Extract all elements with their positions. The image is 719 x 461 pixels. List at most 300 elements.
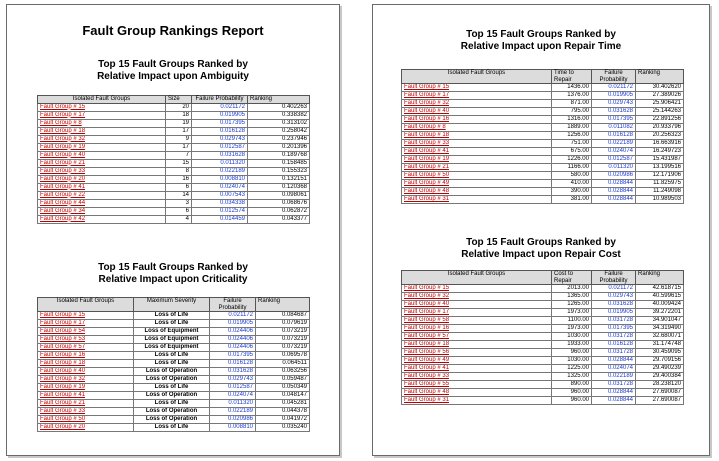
cell-value: 795.00 (552, 108, 592, 116)
cell-rank: 0.237946 (248, 135, 310, 143)
cell-prob: 0.011320 (192, 159, 248, 167)
cell-prob: 0.021172 (210, 312, 256, 320)
fault-group-link[interactable]: Fault Group # 20 (38, 424, 134, 432)
cell-prob: 0.007543 (192, 191, 248, 199)
cell-rank: 0.073219 (256, 344, 310, 352)
cell-value: 1100.00 (552, 317, 592, 325)
cell-rank: 20.933796 (636, 124, 684, 132)
cell-value: 960.00 (552, 389, 592, 397)
fault-group-link[interactable]: Fault Group # 41 (38, 392, 134, 400)
fault-group-link[interactable]: Fault Group # 33 (38, 167, 166, 175)
col-header-rank: Ranking (248, 96, 310, 104)
fault-group-link[interactable]: Fault Group # 41 (38, 183, 166, 191)
fault-group-link[interactable]: Fault Group # 57 (38, 344, 134, 352)
cell-prob: 0.028844 (592, 389, 636, 397)
fault-group-link[interactable]: Fault Group # 49 (402, 357, 552, 365)
table-row (402, 309, 684, 317)
cell-rank: 0.079619 (256, 320, 310, 328)
table-row (402, 325, 684, 333)
cell-prob: 0.011320 (592, 164, 636, 172)
fault-group-link[interactable]: Fault Group # 18 (38, 360, 134, 368)
cell-prob: 0.019905 (592, 92, 636, 100)
cell-prob: 0.021172 (592, 285, 636, 293)
fault-group-link[interactable]: Fault Group # 48 (402, 389, 552, 397)
fault-group-link[interactable]: Fault Group # 21 (402, 164, 552, 172)
cell-prob: 0.016128 (592, 341, 636, 349)
fault-group-link[interactable]: Fault Group # 44 (38, 199, 166, 207)
col-header-group: Isolated Fault Groups (38, 96, 166, 104)
cell-prob: 0.022189 (192, 167, 248, 175)
cell-prob: 0.019905 (192, 111, 248, 119)
fault-group-link[interactable]: Fault Group # 49 (402, 180, 552, 188)
cell-size: 16 (166, 175, 192, 183)
table-row (402, 140, 684, 148)
cell-severity: Loss of Equipment (134, 336, 210, 344)
cell-rank: 15.431987 (636, 156, 684, 164)
cell-value: 580.00 (552, 172, 592, 180)
fault-group-link[interactable]: Fault Group # 33 (38, 408, 134, 416)
col-header-prob: Failure Probability (592, 70, 636, 84)
fault-group-link[interactable]: Fault Group # 32 (38, 135, 166, 143)
cell-prob: 0.024074 (192, 183, 248, 191)
fault-group-link[interactable]: Fault Group # 18 (38, 127, 166, 135)
fault-group-link[interactable]: Fault Group # 16 (402, 325, 552, 333)
repair-time-title-line2: Relative Impact upon Repair Time (460, 41, 622, 52)
table-row (38, 111, 310, 119)
table-row (38, 328, 310, 336)
cell-value: 1973.00 (552, 325, 592, 333)
table-row (402, 100, 684, 108)
cell-prob: 0.024406 (210, 328, 256, 336)
fault-group-link[interactable]: Fault Group # 21 (38, 159, 166, 167)
report-title: Fault Group Rankings Report (82, 23, 264, 38)
cell-rank: 0.338382 (248, 111, 310, 119)
cell-size: 4 (166, 215, 192, 223)
table-header-row (38, 298, 310, 312)
cell-prob: 0.008810 (210, 424, 256, 432)
table-row (38, 127, 310, 135)
fault-group-link[interactable]: Fault Group # 57 (402, 333, 552, 341)
cell-prob: 0.029743 (192, 135, 248, 143)
table-row (38, 143, 310, 151)
fault-group-link[interactable]: Fault Group # 22 (38, 191, 166, 199)
cell-prob: 0.017395 (192, 119, 248, 127)
table-row (402, 172, 684, 180)
cell-value: 1436.00 (552, 84, 592, 92)
cell-prob: 0.016128 (192, 127, 248, 135)
table-row (38, 376, 310, 384)
cell-rank: 12.171906 (636, 172, 684, 180)
fault-group-link[interactable]: Fault Group # 21 (38, 400, 134, 408)
report-page-right (372, 4, 710, 456)
cell-rank: 0.098061 (248, 191, 310, 199)
cell-value: 871.00 (552, 100, 592, 108)
fault-group-link[interactable]: Fault Group # 15 (38, 103, 166, 111)
cell-size: 9 (166, 135, 192, 143)
cell-prob: 0.019905 (592, 309, 636, 317)
cell-size: 8 (166, 167, 192, 175)
col-header-prob: Failure Probability (210, 298, 256, 312)
fault-group-link[interactable]: Fault Group # 8 (38, 119, 166, 127)
col-header-rank: Ranking (636, 271, 684, 285)
table-row (38, 151, 310, 159)
fault-group-link[interactable]: Fault Group # 8 (402, 124, 552, 132)
col-header-group: Isolated Fault Groups (402, 70, 552, 84)
fault-group-link[interactable]: Fault Group # 15 (402, 285, 552, 293)
cell-value: 1166.00 (552, 164, 592, 172)
cell-value: 1030.00 (552, 357, 592, 365)
cell-value: 1265.00 (552, 301, 592, 309)
cell-severity: Loss of Life (134, 320, 210, 328)
fault-group-link[interactable]: Fault Group # 18 (402, 132, 552, 140)
table-row (402, 397, 684, 405)
table-row (402, 124, 684, 132)
cell-prob: 0.012587 (592, 156, 636, 164)
table-row (402, 92, 684, 100)
cell-value: 1030.00 (552, 333, 592, 341)
col-header-prob: Failure Probability (592, 271, 636, 285)
cell-rank: 34.319490 (636, 325, 684, 333)
cell-prob: 0.017395 (210, 352, 256, 360)
cell-rank: 28.238120 (636, 381, 684, 389)
cell-rank: 0.043377 (248, 215, 310, 223)
cell-prob: 0.024074 (592, 148, 636, 156)
fault-group-link[interactable]: Fault Group # 16 (402, 116, 552, 124)
cell-rank: 30.459095 (636, 349, 684, 357)
table-row (402, 188, 684, 196)
cell-prob: 0.034338 (192, 199, 248, 207)
table-row (38, 207, 310, 215)
cell-rank: 0.048147 (256, 392, 310, 400)
cell-rank: 20.256323 (636, 132, 684, 140)
cell-prob: 0.012587 (210, 384, 256, 392)
cell-prob: 0.024406 (210, 344, 256, 352)
table-row (38, 312, 310, 320)
table-row (402, 293, 684, 301)
cell-prob: 0.029743 (210, 376, 256, 384)
cell-prob: 0.031628 (210, 368, 256, 376)
cell-severity: Loss of Life (134, 360, 210, 368)
cell-rank: 0.050349 (256, 384, 310, 392)
cell-severity: Loss of Life (134, 400, 210, 408)
table-row (402, 389, 684, 397)
table-header-row (38, 96, 310, 104)
cell-prob: 0.028844 (592, 188, 636, 196)
cell-rank: 0.045281 (256, 400, 310, 408)
cell-value: 1365.00 (552, 293, 592, 301)
cell-prob: 0.022189 (210, 408, 256, 416)
cell-rank: 34.901047 (636, 317, 684, 325)
fault-group-link[interactable]: Fault Group # 41 (402, 365, 552, 373)
cell-rank: 13.199516 (636, 164, 684, 172)
table-row (38, 392, 310, 400)
col-header-rank: Ranking (636, 70, 684, 84)
ambiguity-title-line2: Relative Impact upon Ambiguity (97, 71, 249, 82)
fault-group-link[interactable]: Fault Group # 19 (38, 143, 166, 151)
cell-prob: 0.012587 (192, 143, 248, 151)
ambiguity-title-line1: Top 15 Fault Groups Ranked by (98, 59, 248, 70)
fault-group-link[interactable]: Fault Group # 40 (402, 108, 552, 116)
cell-size: 7 (166, 151, 192, 159)
cell-severity: Loss of Operation (134, 376, 210, 384)
cell-size: 17 (166, 143, 192, 151)
table-row (38, 344, 310, 352)
cell-rank: 0.044378 (256, 408, 310, 416)
cell-prob: 0.014459 (192, 215, 248, 223)
cell-value: 390.00 (552, 188, 592, 196)
cell-size: 20 (166, 103, 192, 111)
cell-rank: 0.063256 (256, 368, 310, 376)
criticality-title-line1: Top 15 Fault Groups Ranked by (98, 262, 248, 273)
table-row (38, 183, 310, 191)
table-row (38, 336, 310, 344)
cell-rank: 0.068676 (248, 199, 310, 207)
fault-group-link[interactable]: Fault Group # 17 (38, 111, 166, 119)
table-row (38, 360, 310, 368)
criticality-section-title (7, 262, 339, 286)
cell-rank: 0.069578 (256, 352, 310, 360)
cell-value: 1256.00 (552, 132, 592, 140)
cell-size: 14 (166, 191, 192, 199)
cell-severity: Loss of Equipment (134, 344, 210, 352)
cell-rank: 0.313102 (248, 119, 310, 127)
table-row (38, 416, 310, 424)
cell-prob: 0.031728 (592, 317, 636, 325)
cell-prob: 0.019905 (210, 320, 256, 328)
cell-severity: Loss of Operation (134, 392, 210, 400)
ambiguity-table (37, 95, 310, 224)
cell-value: 1225.00 (552, 365, 592, 373)
repair-cost-section-title (373, 237, 709, 261)
cell-rank: 0.155323 (248, 167, 310, 175)
cell-prob: 0.031628 (592, 108, 636, 116)
cell-prob: 0.024074 (592, 365, 636, 373)
fault-group-link[interactable]: Fault Group # 33 (402, 140, 552, 148)
table-row (38, 175, 310, 183)
cell-value: 890.00 (552, 381, 592, 389)
cell-size: 19 (166, 119, 192, 127)
fault-group-link[interactable]: Fault Group # 19 (38, 384, 134, 392)
cell-rank: 40.599615 (636, 293, 684, 301)
cell-prob: 0.011320 (210, 400, 256, 408)
cell-severity: Loss of Life (134, 424, 210, 432)
fault-group-link[interactable]: Fault Group # 18 (402, 341, 552, 349)
cell-prob: 0.021172 (592, 84, 636, 92)
cell-value: 960.00 (552, 397, 592, 405)
table-row (38, 167, 310, 175)
cell-rank: 11.249098 (636, 188, 684, 196)
cell-prob: 0.031728 (592, 381, 636, 389)
col-header-group: Isolated Fault Groups (402, 271, 552, 285)
table-row (402, 285, 684, 293)
table-row (38, 368, 310, 376)
cell-prob: 0.031628 (592, 301, 636, 309)
table-row (402, 148, 684, 156)
cell-rank: 0.132151 (248, 175, 310, 183)
cell-prob: 0.031728 (592, 349, 636, 357)
fault-group-link[interactable]: Fault Group # 53 (38, 336, 134, 344)
table-row (402, 164, 684, 172)
cell-severity: Loss of Life (134, 352, 210, 360)
cell-rank: 0.073219 (256, 328, 310, 336)
cell-rank: 16.249723 (636, 148, 684, 156)
table-row (402, 341, 684, 349)
fault-group-link[interactable]: Fault Group # 40 (402, 301, 552, 309)
table-row (402, 365, 684, 373)
fault-group-link[interactable]: Fault Group # 31 (402, 397, 552, 405)
cell-prob: 0.008810 (192, 175, 248, 183)
cell-rank: 27.690087 (636, 389, 684, 397)
cell-rank: 11.825975 (636, 180, 684, 188)
cell-prob: 0.020986 (210, 416, 256, 424)
fault-group-link[interactable]: Fault Group # 32 (402, 100, 552, 108)
fault-group-link[interactable]: Fault Group # 33 (402, 373, 552, 381)
repair-time-title-line1: Top 15 Fault Groups Ranked by (466, 29, 616, 40)
fault-group-link[interactable]: Fault Group # 48 (402, 188, 552, 196)
fault-group-link[interactable]: Fault Group # 20 (38, 175, 166, 183)
repair-time-table (401, 69, 684, 204)
cell-rank: 25.906421 (636, 100, 684, 108)
cell-size: 18 (166, 111, 192, 119)
cell-rank: 16.663916 (636, 140, 684, 148)
cell-prob: 0.020986 (592, 172, 636, 180)
cell-severity: Loss of Life (134, 384, 210, 392)
cell-prob: 0.021172 (192, 103, 248, 111)
fault-group-link[interactable]: Fault Group # 34 (38, 207, 166, 215)
cell-value: 410.00 (552, 180, 592, 188)
cell-value: 1973.00 (552, 309, 592, 317)
fault-group-link[interactable]: Fault Group # 17 (402, 309, 552, 317)
table-row (38, 408, 310, 416)
fault-group-link[interactable]: Fault Group # 50 (402, 172, 552, 180)
report-page-left (6, 4, 340, 456)
cell-rank: 27.690087 (636, 397, 684, 405)
fault-group-link[interactable]: Fault Group # 55 (402, 381, 552, 389)
cell-value: 1933.00 (552, 341, 592, 349)
table-row (38, 215, 310, 223)
cell-prob: 0.011082 (592, 124, 636, 132)
table-row (38, 199, 310, 207)
cell-severity: Loss of Life (134, 312, 210, 320)
table-row (402, 196, 684, 204)
cell-prob: 0.016128 (210, 360, 256, 368)
cell-rank: 0.189768 (248, 151, 310, 159)
cell-prob: 0.029743 (592, 100, 636, 108)
cell-prob: 0.017395 (592, 325, 636, 333)
cell-value: 1889.00 (552, 124, 592, 132)
cell-prob: 0.017395 (592, 116, 636, 124)
col-header-group: Isolated Fault Groups (38, 298, 134, 312)
cell-prob: 0.029743 (592, 293, 636, 301)
cell-rank: 0.201396 (248, 143, 310, 151)
col-header-prob: Failure Probability (192, 96, 248, 104)
cell-prob: 0.031728 (592, 333, 636, 341)
cell-rank: 40.009424 (636, 301, 684, 309)
cell-rank: 0.062872 (248, 207, 310, 215)
repair-cost-title-line2: Relative Impact upon Repair Cost (461, 249, 621, 260)
fault-group-link[interactable]: Fault Group # 32 (402, 293, 552, 301)
cell-value: 675.00 (552, 148, 592, 156)
cell-rank: 22.891256 (636, 116, 684, 124)
fault-group-link[interactable]: Fault Group # 40 (38, 368, 134, 376)
cell-prob: 0.031628 (192, 151, 248, 159)
cell-severity: Loss of Equipment (134, 328, 210, 336)
cell-value: 960.00 (552, 349, 592, 357)
cell-prob: 0.028844 (592, 397, 636, 405)
cell-prob: 0.022189 (592, 140, 636, 148)
fault-group-link[interactable]: Fault Group # 31 (402, 196, 552, 204)
repair-cost-title-line1: Top 15 Fault Groups Ranked by (466, 237, 616, 248)
cell-value: 1316.00 (552, 116, 592, 124)
cell-prob: 0.012574 (192, 207, 248, 215)
fault-group-link[interactable]: Fault Group # 15 (402, 84, 552, 92)
col-header-rank: Ranking (256, 298, 310, 312)
fault-group-link[interactable]: Fault Group # 15 (38, 312, 134, 320)
table-row (402, 116, 684, 124)
table-row (38, 400, 310, 408)
cell-rank: 31.174748 (636, 341, 684, 349)
cell-rank: 39.272201 (636, 309, 684, 317)
cell-size: 3 (166, 199, 192, 207)
cell-value: 1376.00 (552, 92, 592, 100)
col-header-value: Cost to Repair (552, 271, 592, 285)
table-row (402, 84, 684, 92)
table-row (38, 320, 310, 328)
cell-rank: 0.041972 (256, 416, 310, 424)
fault-group-link[interactable]: Fault Group # 17 (38, 320, 134, 328)
fault-group-link[interactable]: Fault Group # 40 (38, 151, 166, 159)
cell-rank: 0.158485 (248, 159, 310, 167)
cell-rank: 27.389026 (636, 92, 684, 100)
cell-prob: 0.028844 (592, 357, 636, 365)
cell-prob: 0.028844 (592, 196, 636, 204)
table-row (402, 357, 684, 365)
cell-rank: 29.709156 (636, 357, 684, 365)
cell-size: 15 (166, 159, 192, 167)
cell-rank: 0.073219 (256, 336, 310, 344)
fault-group-link[interactable]: Fault Group # 19 (402, 156, 552, 164)
table-row (402, 333, 684, 341)
col-header-size: Size (166, 96, 192, 104)
cell-rank: 0.064511 (256, 360, 310, 368)
cell-size: 6 (166, 207, 192, 215)
fault-group-link[interactable]: Fault Group # 58 (402, 317, 552, 325)
col-header-severity: Maximum Severity (134, 298, 210, 312)
fault-group-link[interactable]: Fault Group # 17 (402, 92, 552, 100)
table-row (402, 349, 684, 357)
col-header-value: Time to Repair (552, 70, 592, 84)
cell-prob: 0.024406 (210, 336, 256, 344)
cell-value: 2013.00 (552, 285, 592, 293)
cell-rank: 42.618715 (636, 285, 684, 293)
table-row (402, 373, 684, 381)
cell-rank: 0.120368 (248, 183, 310, 191)
fault-group-link[interactable]: Fault Group # 32 (38, 376, 134, 384)
table-row (38, 135, 310, 143)
cell-severity: Loss of Operation (134, 368, 210, 376)
cell-rank: 10.989503 (636, 196, 684, 204)
table-row (38, 352, 310, 360)
fault-group-link[interactable]: Fault Group # 42 (38, 215, 166, 223)
cell-prob: 0.016128 (592, 132, 636, 140)
fault-group-link[interactable]: Fault Group # 16 (38, 352, 134, 360)
fault-group-link[interactable]: Fault Group # 54 (38, 328, 134, 336)
table-row (402, 132, 684, 140)
fault-group-link[interactable]: Fault Group # 50 (38, 416, 134, 424)
fault-group-link[interactable]: Fault Group # 41 (402, 148, 552, 156)
fault-group-link[interactable]: Fault Group # 56 (402, 349, 552, 357)
table-row (38, 424, 310, 432)
